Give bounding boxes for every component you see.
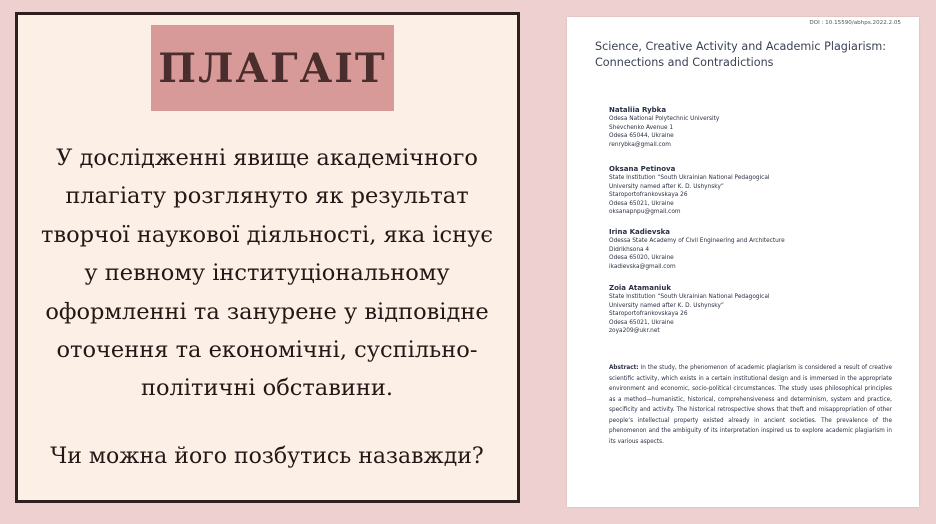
question-text: Чи можна його позбутись назавжди?: [50, 444, 484, 469]
author-affiliation: University named after K. D. Ushynsky”: [609, 302, 724, 309]
author-name: Oksana Petinova: [609, 165, 676, 173]
slide-title: ПЛАГАІТ: [158, 44, 387, 92]
author-address: Staroportofrankovskaya 26: [609, 192, 688, 199]
slide-text-card: [15, 12, 520, 503]
author-email: renrybka@gmail.com: [609, 141, 671, 148]
paper-abstract: [609, 363, 892, 447]
author-city: Odesa 65021, Ukraine: [609, 200, 674, 207]
paper-title: Science, Creative Activity and Academic Plagiarism: Connections and Contradictions: [595, 40, 887, 69]
abstract-label: Abstract:: [609, 365, 639, 371]
author-email: zoya209@ukr.net: [609, 328, 660, 335]
author-city: Odesa 65044, Ukraine: [609, 133, 674, 140]
author-affiliation: University named after K. D. Ushynsky”: [609, 183, 724, 190]
author-block: [609, 227, 849, 271]
abstract-text: In the study, the phenomenon of academic plagiarism is considered a result of creative scientific activity, which exists in a certain institutional design and is immersed in the appropriate environment and economic, socio-political circumstances. The study uses philosophical principles as a method—humanistic, historical, comprehensiveness and determinism, system and practice, specificity and activity. The historical retrospective shows that theft and misappropriation of other people’s intellectual property existed already in ancient societies. The prevalence of the phenomenon and the ambiguity of its interpretation inspired us to explore academic plagiarism in its various aspects.: [609, 365, 893, 445]
author-block: [609, 105, 849, 149]
author-city: Odesa 65021, Ukraine: [609, 319, 674, 326]
author-email: ikadievska@gmail.com: [609, 263, 676, 270]
title-banner: [151, 25, 394, 111]
main-paragraph: У дослідженні явище академічного плагіату розглянуто як результат творчої наукової діяльності, яка існує у певному інституціональному оформленні та занурене у відповідне оточення та економічні, суспільно-політичні обставини.: [41, 145, 493, 402]
paper-page-image: [567, 17, 919, 507]
author-affiliation: State Institution “South Ukrainian National Pedagogical: [609, 294, 770, 300]
author-block: [609, 283, 849, 336]
author-address: Staroportofrankovskaya 26: [609, 311, 688, 318]
author-name: Zoia Atamaniuk: [609, 284, 671, 292]
author-address: Didrikhsona 4: [609, 246, 650, 253]
author-block: [609, 164, 849, 217]
author-name: Irina Kadievska: [609, 228, 671, 236]
author-name: Nataliia Rybka: [609, 106, 667, 114]
author-city: Odesa 65020, Ukraine: [609, 255, 674, 262]
author-affiliation: Odessa State Academy of Civil Engineering and Architecture: [609, 238, 785, 244]
author-address: Shevchenko Avenue 1: [609, 124, 674, 131]
author-affiliation: Odesa National Polytechnic University: [609, 116, 720, 122]
author-email: oksanapnpu@gmail.com: [609, 209, 681, 216]
paper-doi: DOI : 10.15590/abhps.2022.2.05: [809, 20, 901, 26]
author-affiliation: State Institution “South Ukrainian National Pedagogical: [609, 175, 770, 181]
